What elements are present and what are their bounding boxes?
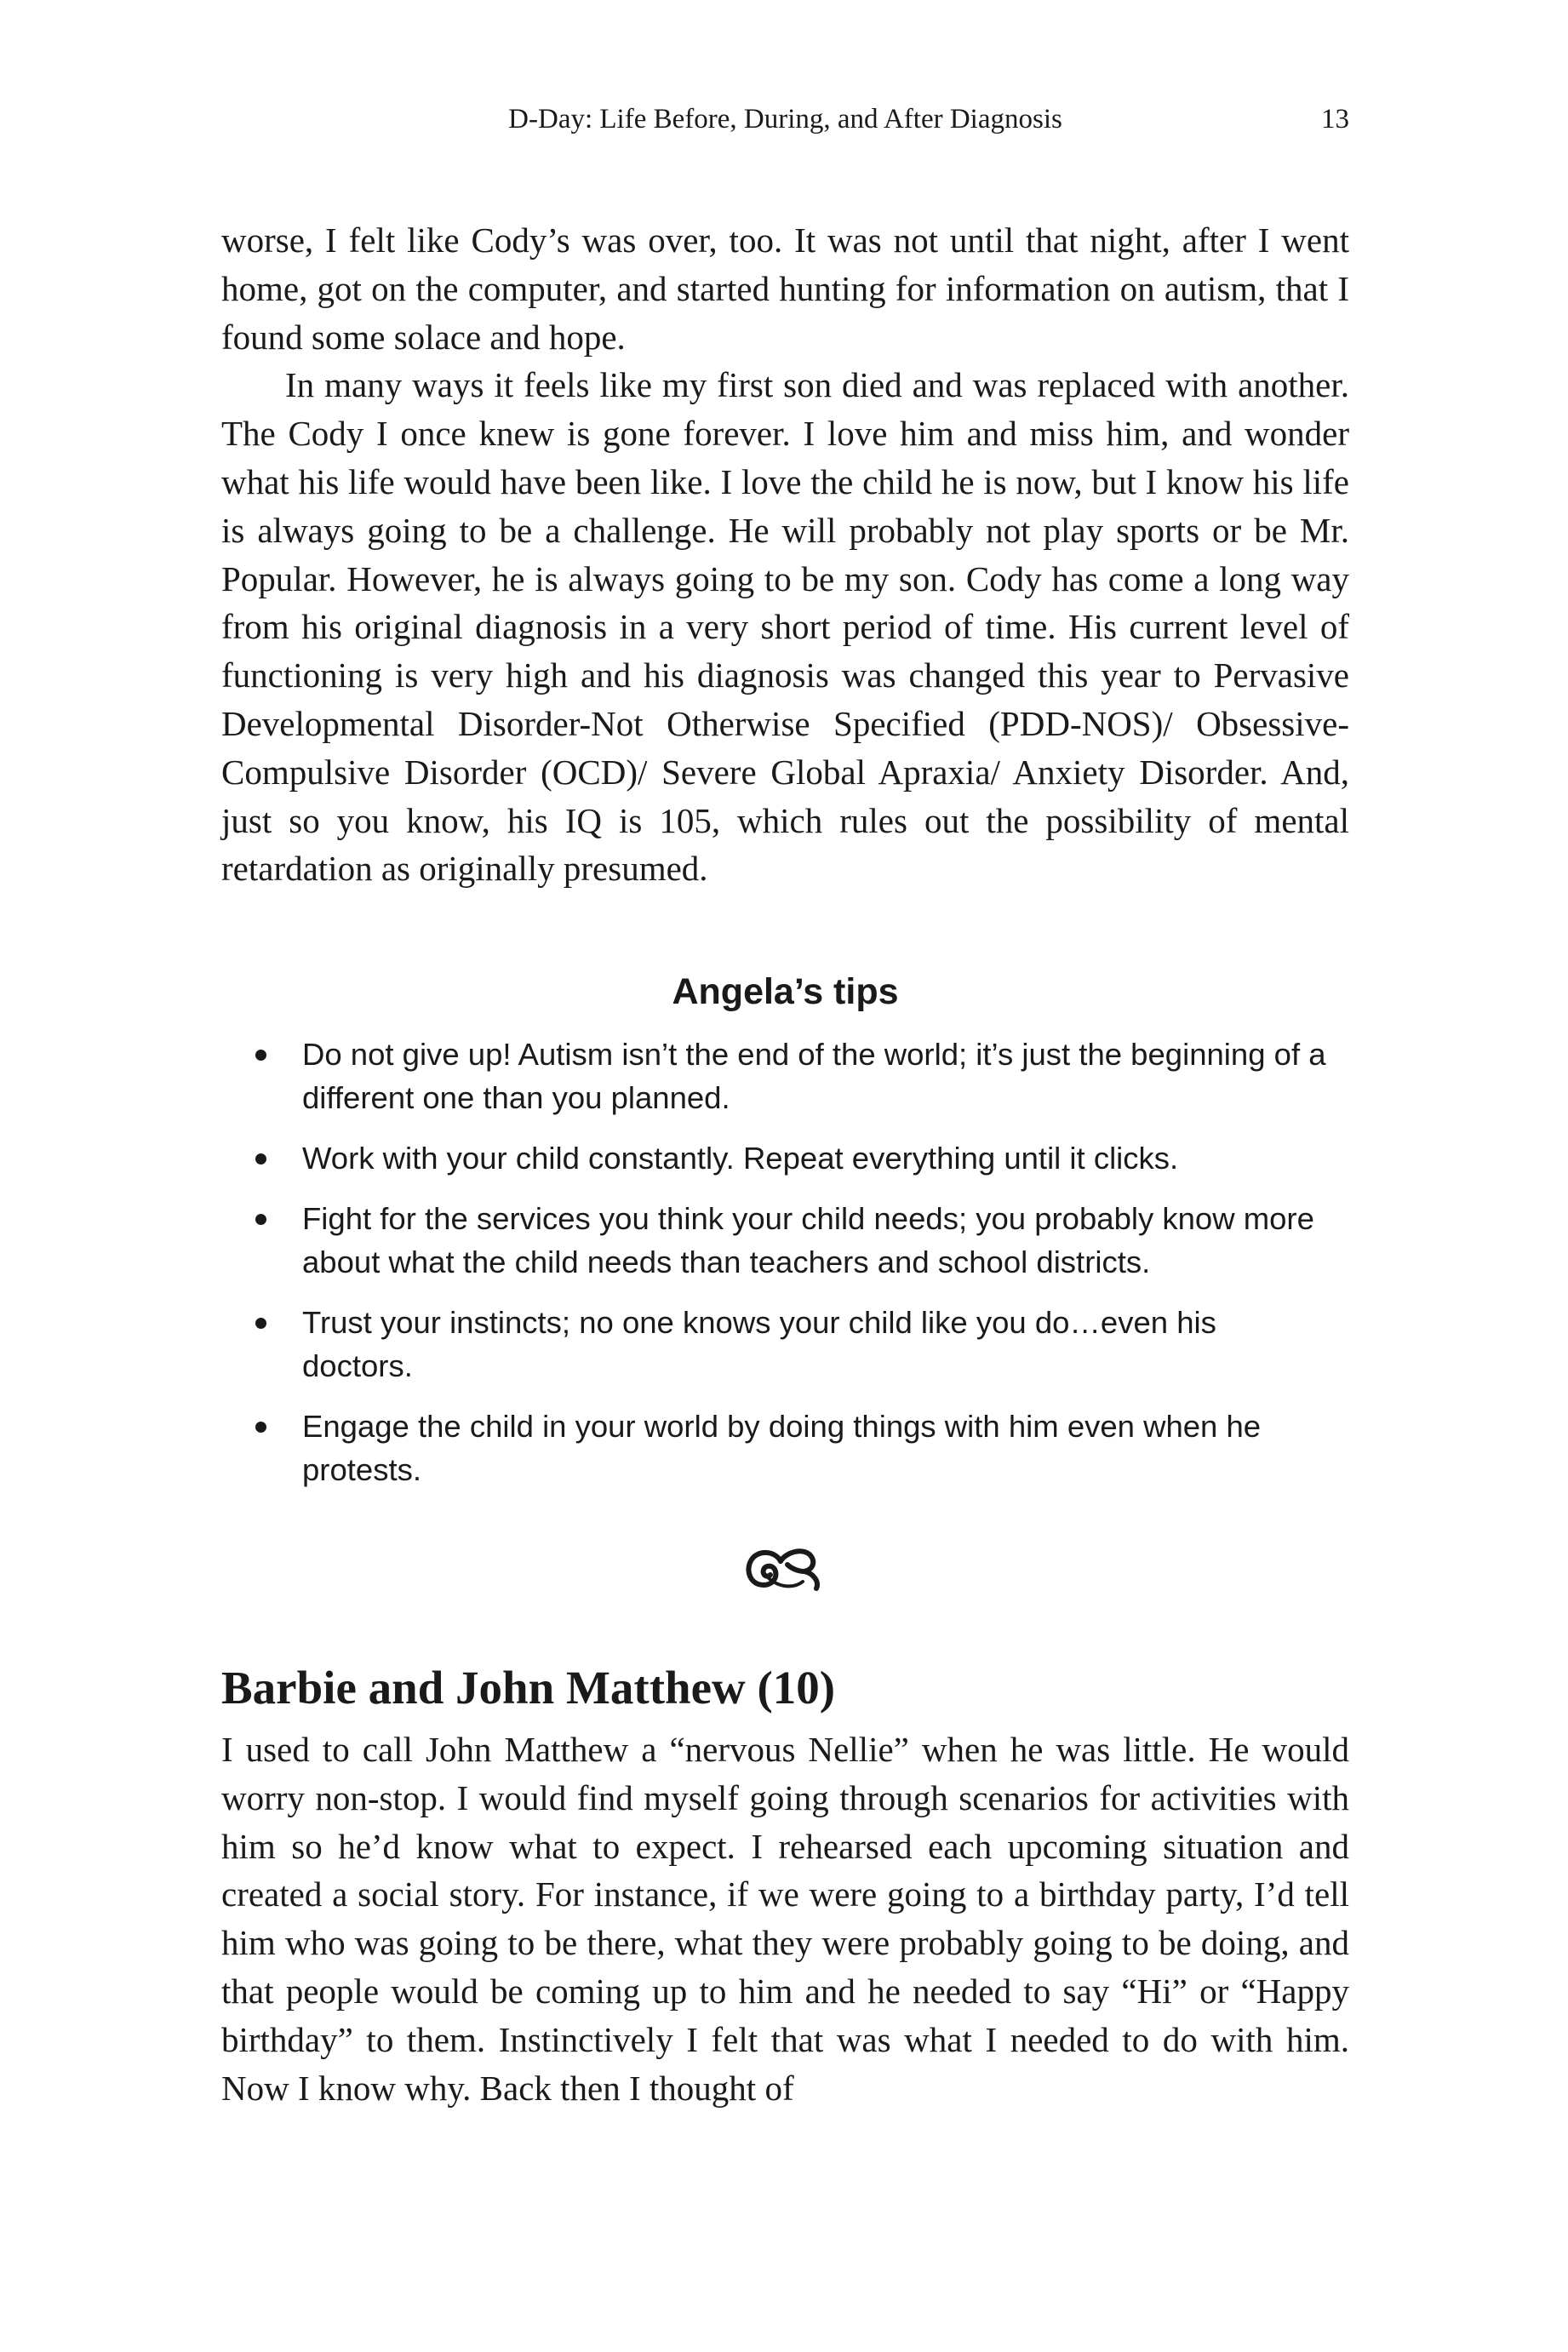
top-text-block: [221, 216, 1349, 893]
tip-text: Work with your child constantly. Repeat everything until it clicks.: [302, 1141, 1179, 1176]
tip-item: [221, 1301, 1349, 1388]
bullet-icon: [255, 1422, 266, 1433]
bullet-icon: [255, 1318, 266, 1329]
section-heading: Barbie and John Matthew (10): [221, 1662, 836, 1714]
bullet-icon: [255, 1050, 266, 1061]
running-head-title: D-Day: Life Before, During, and After Diagnosis: [508, 104, 1062, 134]
tip-text: Do not give up! Autism isn’t the end of the world; it’s just the beginning of a different one than you planned.: [302, 1037, 1326, 1115]
tip-text: Engage the child in your world by doing things with him even when he protests.: [302, 1409, 1262, 1487]
bottom-text-block: [221, 1725, 1349, 2112]
tip-text: Trust your instincts; no one knows your child like you do…even his doctors.: [302, 1305, 1216, 1383]
tip-item: [221, 1136, 1349, 1180]
bullet-icon: [255, 1153, 266, 1165]
tip-item: [221, 1405, 1349, 1491]
tip-item: [221, 1197, 1349, 1284]
body-paragraph: I used to call John Matthew a “nervous Nellie” when he was little. He would worry non-stop. I would find myself going through scenarios for activities with him so he’d know what to expect. I rehearsed each upcoming situation and created a social story. For instance, if we were going to a birthday party, I’d tell him who was going to be there, what they were probably going to be doing, and that people would be coming up to him and he needed to say “Hi” or “Happy birthday” to them. Instinctively I felt that was what I needed to do with him. Now I know why. Back then I thought of: [221, 1730, 1349, 2108]
tip-text: Fight for the services you think your child needs; you probably know more about what the child needs than teachers and school districts.: [302, 1201, 1314, 1279]
continued-paragraph: worse, I felt like Cody’s was over, too. It was not until that night, after I went home, got on the computer, and started hunting for information on autism, that I found some solace and hope.: [221, 220, 1349, 357]
tips-heading: Angela’s tips: [672, 971, 899, 1012]
body-paragraph: In many ways it feels like my first son died and was replaced with another. The Cody I once knew is gone forever. I love him and miss him, and wonder what his life would have been like. I love the child he is now, but I know his life is always going to be a challenge. He will probably not play sports or be Mr. Popular. However, he is always going to be my son. Cody has come a long way from his original diagnosis in a very short period of time. His current level of functioning is very high and his diagnosis was changed this year to Pervasive Developmental Disorder-Not Otherwise Specified (PDD-NOS)/ Obsessive-Compulsive Disorder (OCD)/ Severe Global Apraxia/ Anxiety Disorder. And, just so you know, his IQ is 105, which rules out the possibility of mental retardation as originally presumed.: [221, 365, 1349, 889]
fleuron-icon: [741, 1542, 827, 1594]
bullet-icon: [255, 1214, 266, 1225]
tips-list: [221, 1033, 1349, 1508]
page-number: 13: [1321, 104, 1349, 134]
tip-item: [221, 1033, 1349, 1119]
running-head: [221, 104, 1349, 146]
